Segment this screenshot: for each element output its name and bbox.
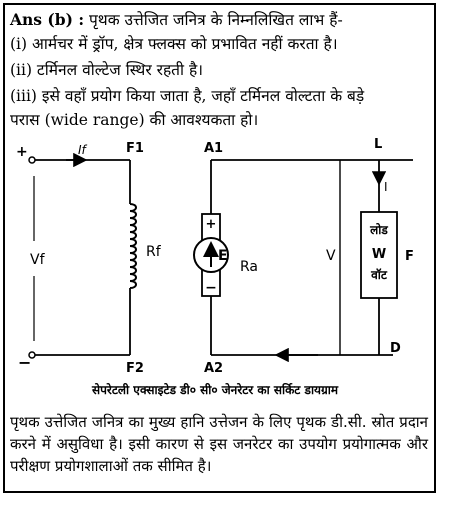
point-1: (i) आर्मचर में ड्रॉप, क्षेत्र फ्लक्स को प्रभावित नहीं करता है। <box>10 35 338 53</box>
f-label: F <box>405 249 414 264</box>
emf-label: E <box>218 248 228 264</box>
answer-heading <box>10 10 343 30</box>
l-label: L <box>374 137 383 152</box>
armature-minus-label: − <box>205 280 217 296</box>
field-plus-terminal <box>29 157 35 163</box>
answer-label: Ans (b) : <box>10 10 85 29</box>
point-3-continued: परास (wide range) की आवश्यकता हो। <box>10 111 259 129</box>
field-plus-label: + <box>16 144 28 160</box>
generator-circuit-diagram <box>6 136 431 380</box>
ra-label: Ra <box>240 259 258 275</box>
d-label: D <box>390 341 401 356</box>
f1-label: F1 <box>126 141 144 156</box>
diagram-caption: सेपरेटली एक्साइटेड डी० सी० जेनरेटर का सर्किट डायग्राम <box>92 383 339 397</box>
load-label: लोड <box>370 223 388 237</box>
point-3: (iii) इसे वहाँ प्रयोग किया जाता है, जहाँ टर्मिनल वोल्टता के बड़े <box>10 87 365 105</box>
a2-label: A2 <box>204 361 224 376</box>
conclusion-paragraph: पृथक उत्तेजित जनित्र का मुख्य हानि उत्तेजन के लिए पृथक डी.सी. स्रोत प्रदान करने में असुविधा है। इसी कारण से इस जनरेटर का उपयोग प्रयोगात्मक और परीक्षण प्रयोगशालाओं तक सीमित है। <box>10 413 428 475</box>
vf-label: Vf <box>30 252 45 268</box>
load-watt-symbol: W <box>371 247 387 262</box>
armature-circuit <box>194 137 414 376</box>
field-minus-label: − <box>18 353 32 372</box>
v-label: V <box>326 248 336 264</box>
a1-label: A1 <box>204 141 224 156</box>
answer-intro: पृथक उत्तेजित जनित्र के निम्नलिखित लाभ हैं- <box>88 11 343 29</box>
f2-label: F2 <box>126 361 144 376</box>
field-circuit <box>16 141 162 376</box>
point-2: (ii) टर्मिनल वोल्टेज स्थिर रहती है। <box>10 61 204 79</box>
rf-label: Rf <box>146 244 161 260</box>
load-current-label: I <box>384 180 388 194</box>
field-current-label: If <box>78 143 86 157</box>
field-winding-coil <box>130 204 136 288</box>
armature-plus-label: + <box>205 217 217 232</box>
load-watt-label: वॉट <box>371 268 387 282</box>
